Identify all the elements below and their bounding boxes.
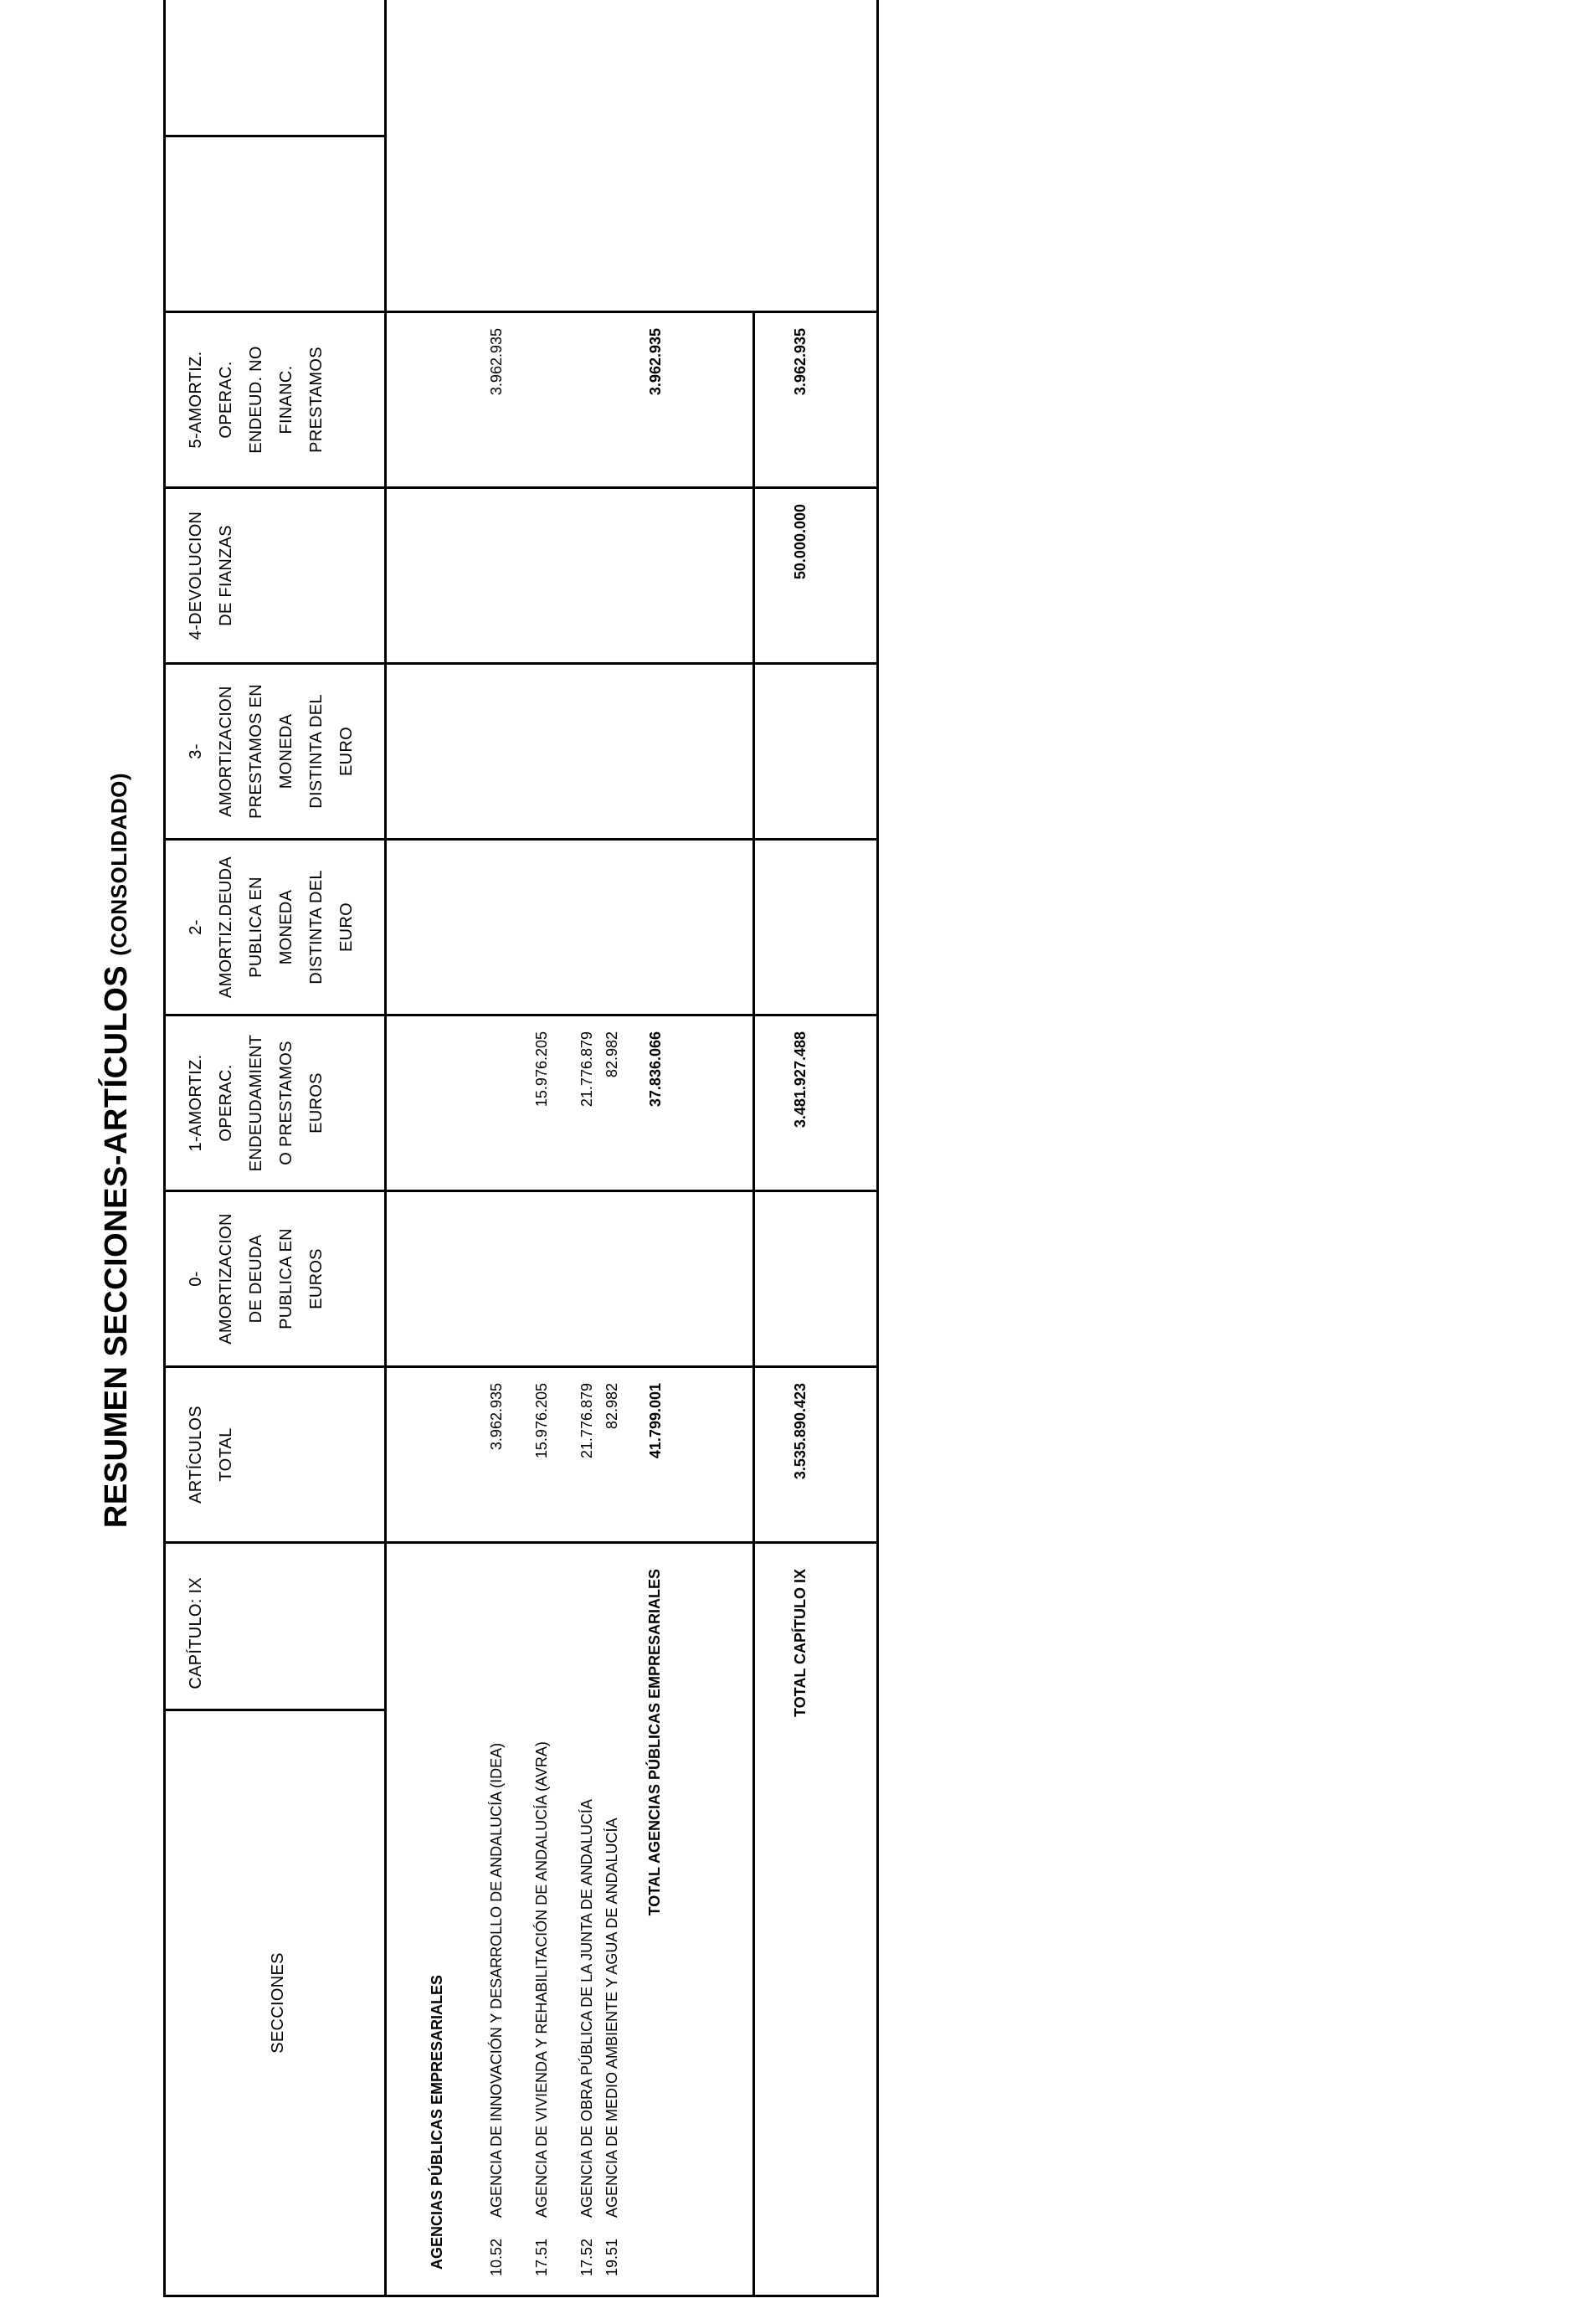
- footer-col5-cell: [754, 312, 878, 488]
- header-articulos: [166, 1368, 241, 1541]
- sections-list: [387, 1544, 664, 2295]
- list-item: [603, 1544, 624, 2276]
- footer-col5: 3.962.935: [792, 328, 809, 396]
- value: 3.962.935: [488, 1383, 505, 1451]
- value: [603, 328, 624, 486]
- section-code: 10.52: [488, 2238, 505, 2276]
- header-line: MONEDA: [277, 713, 295, 789]
- footer-col1-cell: [754, 1015, 878, 1191]
- body-total-cell: [386, 1367, 754, 1543]
- value: 15.976.205: [533, 1031, 550, 1108]
- list-item: [578, 1544, 599, 2276]
- section-name: AGENCIA DE MEDIO AMBIENTE Y AGUA DE ANDALUCÍA: [603, 1818, 620, 2218]
- header-capitulo: CAPÍTULO: IX: [187, 1577, 205, 1689]
- section-name: AGENCIA DE VIVIENDA Y REHABILITACIÓN DE ANDALUCÍA (AVRA): [533, 1741, 550, 2218]
- value: [532, 328, 574, 486]
- body-row: [386, 0, 754, 2296]
- footer-col2-cell: [754, 840, 878, 1015]
- value: 21.776.879: [578, 1383, 595, 1459]
- footer-col0-cell: [754, 1191, 878, 1367]
- header-line: EUROS: [307, 1248, 326, 1309]
- header-line: AMORTIZACION: [217, 1213, 235, 1345]
- header-col4: [166, 489, 241, 662]
- section-name: AGENCIA DE OBRA PÚBLICA DE LA JUNTA DE ANDALUCÍA: [578, 1799, 595, 2218]
- footer-row: [754, 0, 878, 2296]
- header-line: MONEDA: [277, 889, 295, 965]
- header-line: ENDEUD. NO: [247, 346, 265, 454]
- header-line: O PRESTAMOS: [277, 1041, 295, 1165]
- section-code: 19.51: [603, 2238, 620, 2276]
- group-label: AGENCIAS PÚBLICAS EMPRESARIALES: [429, 1974, 445, 2270]
- summary-table: [163, 0, 879, 2297]
- group-total-value: 37.836.066: [647, 1031, 664, 1108]
- header-line: OPERAC.: [217, 1064, 235, 1142]
- col5-values: [387, 313, 668, 486]
- header-col0-cell: [165, 1191, 386, 1367]
- body-col4-cell: [386, 488, 754, 664]
- header-line: 1-AMORTIZ.: [187, 1054, 205, 1152]
- header-line: DE DEUDA: [247, 1234, 265, 1324]
- header-secciones: SECCIONES: [269, 1952, 287, 2054]
- value: 15.976.205: [533, 1383, 550, 1459]
- header-col1-cell: [165, 1015, 386, 1191]
- body-sections-cell: [386, 1543, 754, 2296]
- body-col5-cell: [386, 312, 754, 488]
- footer-col1: 3.481.927.488: [792, 1031, 809, 1129]
- group-total-label: TOTAL AGENCIAS PÚBLICAS EMPRESARIALES: [646, 1569, 663, 1916]
- header-line: 0-: [187, 1271, 205, 1287]
- header-line: OPERAC.: [217, 361, 235, 439]
- total-values: [387, 1368, 668, 1541]
- header-col1: [166, 1016, 331, 1190]
- value: 3.962.935: [488, 328, 505, 396]
- header-col2-cell: [165, 840, 386, 1015]
- header-col5-cell: [165, 312, 386, 488]
- footer-total: 3.535.890.423: [792, 1383, 809, 1480]
- body-col1-cell: [386, 1015, 754, 1191]
- value: 82.982: [603, 1383, 620, 1430]
- body-col2-cell: [386, 840, 754, 1015]
- header-line: PUBLICA EN: [277, 1228, 295, 1329]
- list-item: [487, 1544, 529, 2276]
- value: [487, 1031, 529, 1190]
- header-line: FINANC.: [277, 365, 295, 434]
- section-name: AGENCIA DE INNOVACIÓN Y DESARROLLO DE ANDALUCÍA (IDEA): [488, 1742, 505, 2218]
- header-line: EURO: [337, 902, 356, 952]
- header-col5: [166, 313, 331, 486]
- header-empty-cell: [165, 0, 386, 136]
- value: 21.776.879: [578, 1031, 595, 1108]
- section-code: 17.52: [578, 2238, 595, 2276]
- section-code: 17.51: [533, 2238, 550, 2276]
- header-col2: [166, 841, 362, 1014]
- header-line: AMORTIZ.DEUDA: [217, 856, 235, 999]
- header-row: [165, 0, 386, 2296]
- value: 82.982: [603, 1031, 620, 1078]
- header-line: ENDEUDAMIENT: [247, 1034, 265, 1172]
- header-line: EUROS: [307, 1072, 326, 1134]
- header-col3: [166, 665, 362, 838]
- header-line: DISTINTA DEL: [307, 870, 326, 985]
- value: [578, 328, 599, 486]
- header-line: PRESTAMOS EN: [247, 683, 265, 820]
- header-line: PUBLICA EN: [247, 877, 265, 978]
- header-line: 2-: [187, 919, 205, 935]
- title-text: RESUMEN SECCIONES-ARTÍCULOS: [99, 964, 134, 1529]
- header-line: DISTINTA DEL: [307, 694, 326, 809]
- footer-col3-cell: [754, 664, 878, 840]
- header-empty-cell: [165, 136, 386, 312]
- rotated-page: [84, 3, 1189, 2297]
- header-line: 4-DEVOLUCION: [187, 511, 205, 640]
- header-line: EURO: [337, 727, 356, 776]
- header-col4-cell: [165, 488, 386, 664]
- header-line: AMORTIZACION: [217, 686, 235, 817]
- footer-col4-cell: [754, 488, 878, 664]
- header-line: 5-AMORTIZ.: [187, 351, 205, 449]
- footer-col4: 50.000.000: [792, 504, 809, 580]
- header-capitulo-cell: [165, 1543, 386, 1710]
- col1-values: [387, 1016, 668, 1190]
- header-line: 3-: [187, 743, 205, 759]
- footer-label: TOTAL CAPÍTULO IX: [792, 1569, 809, 1718]
- empty-area: [386, 0, 878, 312]
- list-item: [532, 1544, 574, 2276]
- header-line: DE FIANZAS: [217, 525, 235, 626]
- group-total-value: 41.799.001: [647, 1383, 664, 1459]
- header-secciones-cell: [165, 1710, 386, 2296]
- header-col0: [166, 1192, 331, 1365]
- page-title: [99, 3, 149, 2297]
- body-col3-cell: [386, 664, 754, 840]
- header-col3-cell: [165, 664, 386, 840]
- group-total-value: 3.962.935: [647, 328, 664, 396]
- title-subtitle: (CONSOLIDADO): [106, 772, 131, 956]
- body-col0-cell: [386, 1191, 754, 1367]
- header-line: ARTÍCULOS: [187, 1406, 205, 1504]
- header-line: PRESTAMOS: [307, 347, 326, 453]
- footer-label-cell: [754, 1543, 878, 2296]
- header-articulos-cell: [165, 1367, 386, 1543]
- footer-total-cell: [754, 1367, 878, 1543]
- header-line: TOTAL: [217, 1427, 235, 1482]
